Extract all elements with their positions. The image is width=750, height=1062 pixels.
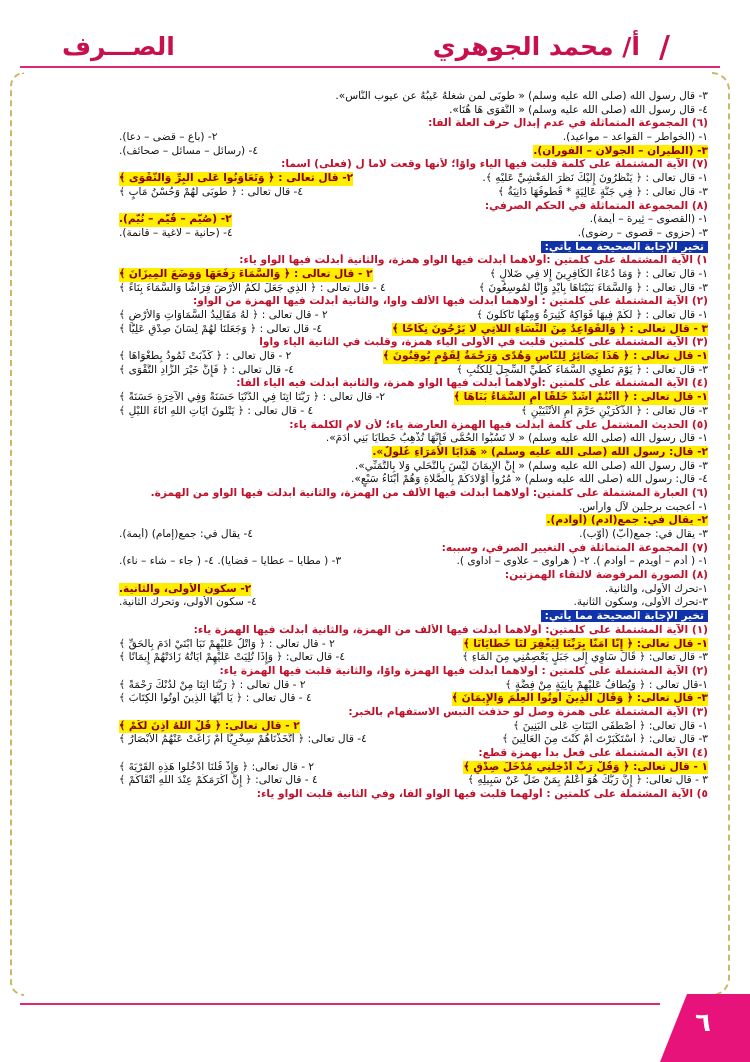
correct-answer: ٣- (الطيران – الجولان – الفوران). — [533, 144, 708, 157]
correct-answer: ٢- سكون الأولى، والثانية. — [119, 582, 252, 595]
question-heading: (٣) الآية المشتملة على همزة وصل لو حذفت التبس الاستفهام بالخبر: — [348, 705, 708, 718]
choice-option: ٤- قال تعالى: ﴿ وَإِذَا تُلِيَتْ عَلَيْهِمْ آيَاتُهُ زَادَتْهُمْ إِيمَانًا ﴾ — [119, 651, 346, 664]
question-row — [24, 624, 708, 638]
text-line: ٤- قال: رسول الله (صلى الله عليه وسلم) « مُرُوا أَوْلَادَكُمْ بِالصَّلَاةِ وَهُمْ أَبْنَاءُ سَبْعٍ». — [350, 473, 708, 486]
question-row — [24, 569, 708, 583]
section-banner: تخير الإجابة الصحيحة مما يأتي: — [541, 610, 708, 622]
choice-row — [24, 282, 708, 296]
question-heading: (٤) الآية المشتملة على كلمتين :أولاهما أبدلت فيها الواو همزة، والثانية أبدلت فيه الياء ألفا: — [236, 377, 708, 390]
correct-answer: ٣- قال تعالى: ﴿ وَقَالَ الَّذِينَ أُوتُوا الْعِلْمَ وَالْإِيمَانَ ﴾ — [451, 692, 708, 705]
subject-title: الصـــرف — [62, 32, 175, 61]
choice-option: ١- قال تعالى : ﴿ لَكُمْ فِيهَا فَوَاكِهُ كَثِيرَةٌ وَمِنْهَا تَأْكُلُونَ ﴾ — [476, 309, 708, 321]
question-heading: (٣) الآية المشتملة على كلمتين قلبت في الأولى الياء همزة، وقلبت في الثانية الياء واوا — [259, 336, 708, 349]
choice-row — [24, 720, 708, 734]
choice-row — [24, 774, 708, 788]
header-slash: / — [659, 30, 670, 65]
question-row — [24, 665, 708, 679]
choice-row — [24, 692, 708, 706]
correct-answer: ١ - قال تعالى: ﴿ وَقُلْ رَبِّ أَدْخِلْنِي مُدْخَلَ صِدْقٍ ﴾ — [463, 760, 708, 773]
question-row — [24, 377, 708, 391]
choice-option: ١- قال تعالى: ﴿ أَصْطَفَى الْبَنَاتِ عَلَى الْبَنِينَ ﴾ — [513, 719, 708, 732]
choice-option: ١- (الخواطر – القواعد – مواعيد). — [562, 131, 708, 144]
text-line: ٤- قال رسول الله (صلى الله عليه وسلم) « التَّقوَى هَا هُنَا». — [449, 103, 708, 116]
choice-option: ٤- سكون الأولى، وتحرك الثانية. — [119, 596, 257, 609]
worksheet-content — [24, 90, 708, 985]
question-row — [24, 706, 708, 720]
choice-option: ١- قال تعالى : ﴿ يَنْظُرُونَ إِلَيْكَ نَظَرَ الْمَغْشِيِّ عَلَيْهِ ﴾. — [482, 172, 708, 185]
question-heading: (٧) الآية المشتملة على كلمة قلبت فيها الياء واوًا؛ لأنها وقعت لاما ل (فعلى) اسما: — [281, 158, 708, 171]
correct-answer: ١- قال تعالى: ﴿ إِنَّا آمَنَّا بِرَبِّنَا لِيَغْفِرَ لَنَا خَطَايَانَا ﴾ — [463, 637, 708, 650]
correct-answer: ٢- يقال في: جمع(آدم) (أوادم). — [546, 514, 708, 527]
choice-option: ٣- قال تعالى : ﴿ يَوْمَ نَطْوِي السَّمَاءَ كَطَيِّ السِّجِلِّ لِلْكُتُبِ ﴾ — [456, 363, 708, 376]
choice-row — [24, 761, 708, 775]
teacher-name: أ/ محمد الجوهري — [432, 32, 640, 61]
choice-row — [24, 364, 708, 378]
question-heading: (٤) الآية المشتملة على فعل بدأ بهمزة قطع: — [478, 747, 708, 759]
text-line: ١- أعجبت برجلين لآل وآرأس. — [579, 500, 708, 513]
question-row — [24, 117, 708, 131]
correct-answer: ٢- قال: رسول الله (صلى الله عليه وسلم) « هَدَايَا الْأُمَرَاءِ غُلُولٌ». — [372, 445, 708, 458]
question-row — [24, 487, 708, 501]
choice-option: ٤- قال تعالى: ﴿ أَتَّخَذْنَاهُمْ سِخْرِيًّا أَمْ زَاغَتْ عَنْهُمُ الْأَبْصَارُ ﴾ — [119, 733, 367, 746]
choice-option: ٣- قال تعالى : ﴿ آلذَّكَرَيْنِ حَرَّمَ أَمِ الْأُنْثَيَيْنِ ﴾ — [521, 404, 708, 417]
choice-option: ٣ - قال تعالى: ﴿ إِنَّ رَبَّكَ هُوَ أَعْلَمُ بِمَنْ ضَلَّ عَنْ سَبِيلِهِ ﴾ — [467, 774, 708, 787]
choice-option: ١-تحرك الأولى، والثانية. — [604, 582, 708, 595]
question-heading: (٦) العبارة المشتملة على كلمتين: أولاهما أبدلت فيها الألف من الهمزة، والثانية أبدلت فيها الواو من الهمزة. — [150, 486, 708, 499]
question-row — [24, 336, 708, 350]
choice-row — [24, 323, 708, 337]
choice-option: ٣- قال تعالى : ﴿ وَالسَّمَاءَ بَنَيْنَاهَا بِأَيْدٍ وَإِنَّا لَمُوسِعُونَ ﴾ — [478, 281, 708, 294]
choice-option: ٢ - قال تعالى : ﴿ لَهُ مَقَالِيدُ السَّمَاوَاتِ وَالْأَرْضِ ﴾ — [119, 309, 328, 321]
choice-option: ١- قال تعالى : ﴿ وَمَا دُعَاءُ الْكَافِرِينَ إِلَّا فِي ضَلَالٍ ﴾ — [489, 267, 708, 280]
choice-row — [24, 555, 708, 569]
choice-option: ٣- قال تعالى: ﴿ قَالَ سَآوِي إِلَى جَبَلٍ يَعْصِمُنِي مِنَ الْمَاءِ ﴾ — [462, 651, 708, 664]
question-heading: ٥) الآية المشتملة على كلمتين : أولهما قلبت فيها الواو ألفا، وفي الثانية قلبت الواو ياء: — [256, 788, 708, 801]
page-number: ٦ — [695, 1008, 711, 1038]
choice-row — [24, 350, 708, 364]
choice-row — [24, 213, 708, 227]
choice-option: ٢ - قال تعالى : ﴿ وَاتْلُ عَلَيْهِمْ نَبَأَ ابْنَيْ آدَمَ بِالْحَقِّ ﴾ — [119, 637, 335, 650]
choice-row — [24, 583, 708, 597]
choice-row — [24, 405, 708, 419]
question-heading: (٨) المجموعة المتماثلة في الحكم الصرفي: — [484, 199, 708, 212]
question-heading: (١) الآية المشتملة على كلمتين: أولاهما أبدلت فيها الألف من الهمزة، والثانية أبدلت فيها الهمزة ياء: — [193, 623, 708, 636]
choice-option: ٤- (حانية – لاغية – قانمة). — [119, 226, 233, 239]
choice-option: ٤ - قال تعالى : ﴿ يَتْلُونَ آيَاتِ اللَّهِ آنَاءَ اللَّيْلِ ﴾ — [119, 404, 314, 417]
choice-row — [24, 638, 708, 652]
text-line: ٣- قال رسول الله (صلى الله عليه وسلم) « طُوبَى لمن شغلهُ عَيبُهُ عن عيوب النَّاس». — [335, 90, 708, 102]
correct-answer: ٢- (صُيّم – قُيّم – نُيّم). — [119, 213, 232, 226]
choice-option: ٢- (باع – قضى – دعا). — [119, 131, 218, 144]
choice-option: ١-قال تعالى : ﴿ وَيُطَافُ عَلَيْهِمْ بِآنِيَةٍ مِنْ فِضَّةٍ ﴾ — [505, 678, 708, 691]
page-frame-right — [712, 72, 730, 996]
choice-row — [24, 145, 708, 159]
question-row — [24, 788, 708, 802]
choice-row — [24, 733, 708, 747]
text-row — [24, 460, 708, 474]
question-heading: (٥) الحديث المشتمل على كلمة أبدلت فيها الهمزة العارضة ياء؛ لأن لام الكلمة ياء: — [289, 418, 708, 431]
choice-option: ٤- يقال في: جمع(إمام) (أيمة). — [119, 528, 254, 540]
choice-row — [24, 186, 708, 200]
choice-option: ٣- يقال في: جمع(أبّ) (أوّب). — [579, 528, 708, 540]
choice-option: ١- (القصوى – ثِيرة – أيمة). — [589, 213, 708, 226]
choice-option: ٣-تحرك الأولى، وسكون الثانية. — [573, 596, 708, 609]
page-frame-left — [10, 72, 24, 996]
choice-row — [24, 596, 708, 610]
question-row — [24, 542, 708, 556]
question-row — [24, 419, 708, 433]
section-banner: تخير الإجابة الصحيحة مما يأتي: — [541, 241, 708, 253]
correct-answer: ١- قال تعالى : ﴿ هَذَا بَصَائِرُ لِلنَّاسِ وَهُدًى وَرَحْمَةٌ لِقَوْمٍ يُوقِنُونَ ﴾ — [383, 350, 708, 363]
section-row — [24, 610, 708, 624]
text-row — [24, 446, 708, 460]
section-row — [24, 241, 708, 255]
choice-row — [24, 227, 708, 241]
choice-row — [24, 391, 708, 405]
text-row — [24, 90, 708, 104]
choice-row — [24, 172, 708, 186]
choice-row — [24, 268, 708, 282]
correct-answer: ٢- قال تعالى : ﴿ وَتَعَاوَنُوا عَلَى الْبِرِّ وَالتَّقْوَى ﴾ — [119, 172, 354, 185]
question-row — [24, 747, 708, 761]
question-heading: (٦) المجموعة المتماثلة في عدم إبدال حرف العلة ألفا: — [428, 117, 708, 130]
choice-option: ١- ( أدم – أويدم – أوادم ). ٢- ( هراوى – علاوى – اداوى ). — [456, 555, 708, 568]
choice-option: ٤ - قال تعالى: ﴿ إِنَّ أَكْرَمَكُمْ عِنْدَ اللَّهِ أَتْقَاكُمْ ﴾ — [119, 774, 318, 787]
question-heading: (٢) الآية المشتملة على كلمتين : أولاهما أبدلت فيها الهمزة واوًا، والثانية قلبت فيها الهمزة ياء: — [219, 664, 708, 677]
choice-option: ٣- قال تعالى: ﴿ أَسْتَكْبَرْتَ أَمْ كُنْتَ مِنَ الْعَالِينَ ﴾ — [502, 733, 708, 746]
text-row — [24, 501, 708, 515]
choice-row — [24, 651, 708, 665]
choice-option: ٤- (رسائل – مسائل – صحائف). — [119, 144, 259, 157]
question-heading: (٧) المجموعة المتماثلة في التغيير الصرفي، وسببه: — [441, 541, 708, 554]
choice-option: ٤ - قال تعالى : ﴿ يَا أَيُّهَا الَّذِينَ أُوتُوا الْكِتَابَ ﴾ — [119, 692, 312, 705]
correct-answer: ٣ - قال تعالى : ﴿ وَالْقَوَاعِدُ مِنَ النِّسَاءِ اللَّاتِي لَا يَرْجُونَ نِكَاحًا ﴾ — [392, 322, 708, 335]
correct-answer: ٢ - قال تعالى: ﴿ قُلْ آللَّهُ أَذِنَ لَكُمْ ﴾ — [119, 719, 300, 732]
choice-row — [24, 528, 708, 542]
choice-option: ٤- قال تعالى : ﴿ فَإِنَّ خَيْرَ الزَّادِ التَّقْوَى ﴾ — [119, 363, 294, 376]
text-row — [24, 473, 708, 487]
footer-divider — [20, 1003, 660, 1005]
question-heading: (٢) الآية المشتملة على كلمتين : أولاهما أبدلت فيها الألف واوا، والثانية أبدلت فيها الهمزة من الواو: — [192, 295, 708, 308]
text-line: ١- قال رسول الله (صلى الله عليه وسلم) « لَا تَسُبُّوا الْحُمَّى فَإِنَّهَا تُذْهِبُ خَطَايَا بَنِي آدَمَ». — [325, 432, 708, 445]
choice-option: ٢- قال تعالى : ﴿ رَبَّنَا آتِنَا فِي الدُّنْيَا حَسَنَةً وَفِي الْآخِرَةِ حَسَنَةً ﴾ — [119, 391, 386, 404]
choice-option: ٣- (حزوى – قصوى – رضوى). — [577, 226, 708, 239]
page-header — [0, 30, 750, 70]
choice-option: ٣- ( مطايا – عطايا – قضايا). ٤- ( جاء – شاء – ناء). — [119, 555, 342, 568]
question-row — [24, 200, 708, 214]
choice-option: ٣- قال تعالى : ﴿ فِي جَنَّةٍ عَالِيَةٍ * قُطُوفُهَا دَانِيَةٌ ﴾ — [497, 185, 708, 198]
correct-answer: ١- قال تعالى : ﴿ أَأَنْتُمْ أَشَدُّ خَلْقًا أَمِ السَّمَاءُ بَنَاهَا ﴾ — [453, 391, 708, 404]
text-row — [24, 104, 708, 118]
choice-option: ٤- قال تعالى : ﴿ طُوبَى لَهُمْ وَحُسْنُ مَآبٍ ﴾ — [119, 185, 304, 198]
text-row — [24, 432, 708, 446]
choice-row — [24, 679, 708, 693]
choice-option: ٢ - قال تعالى : ﴿ كَذَّبَتْ ثَمُودُ بِطَغْوَاهَا ﴾ — [119, 350, 292, 363]
choice-option: ٢ - قال تعالى: ﴿ وَإِذْ قُلْنَا ادْخُلُوا هَذِهِ الْقَرْيَةَ ﴾ — [119, 760, 315, 773]
choice-option: ٤- قال تعالى : ﴿ وَجَعَلْنَا لَهُمْ لِسَانَ صِدْقٍ عَلِيًّا ﴾ — [119, 322, 323, 335]
question-heading: ١) الآية المشتملة على كلمتين :أولاهما أبدلت فيها الواو همزة، والثانية أبدلت فيها الواو ياء: — [239, 254, 708, 267]
question-row — [24, 254, 708, 268]
question-row — [24, 295, 708, 309]
text-line: ٣- قال رسول الله (صلى الله عليه وسلم) « إِنَّ الْإِيمَانَ لَيْسَ بِالتَّحَلِّي وَلَا بِالتَّمَنِّي». — [354, 459, 708, 472]
choice-row — [24, 309, 708, 323]
question-heading: (٨) الصورة المرفوضة لالتقاء الهمزتين: — [504, 569, 708, 582]
choice-row — [24, 131, 708, 145]
question-row — [24, 158, 708, 172]
text-row — [24, 514, 708, 528]
choice-option: ٢ - قال تعالى : ﴿ رَبَّنَا آتِنَا مِنْ لَدُنْكَ رَحْمَةً ﴾ — [119, 678, 306, 691]
correct-answer: ٢ - قال تعالى : ﴿ وَالسَّمَاءَ رَفَعَهَا وَوَضَعَ الْمِيزَانَ ﴾ — [119, 267, 373, 280]
header-divider — [20, 66, 720, 68]
choice-option: ٤ - قال تعالى : ﴿ الَّذِي جَعَلَ لَكُمُ الْأَرْضَ فِرَاشًا وَالسَّمَاءَ بِنَاءً ﴾ — [119, 281, 386, 294]
